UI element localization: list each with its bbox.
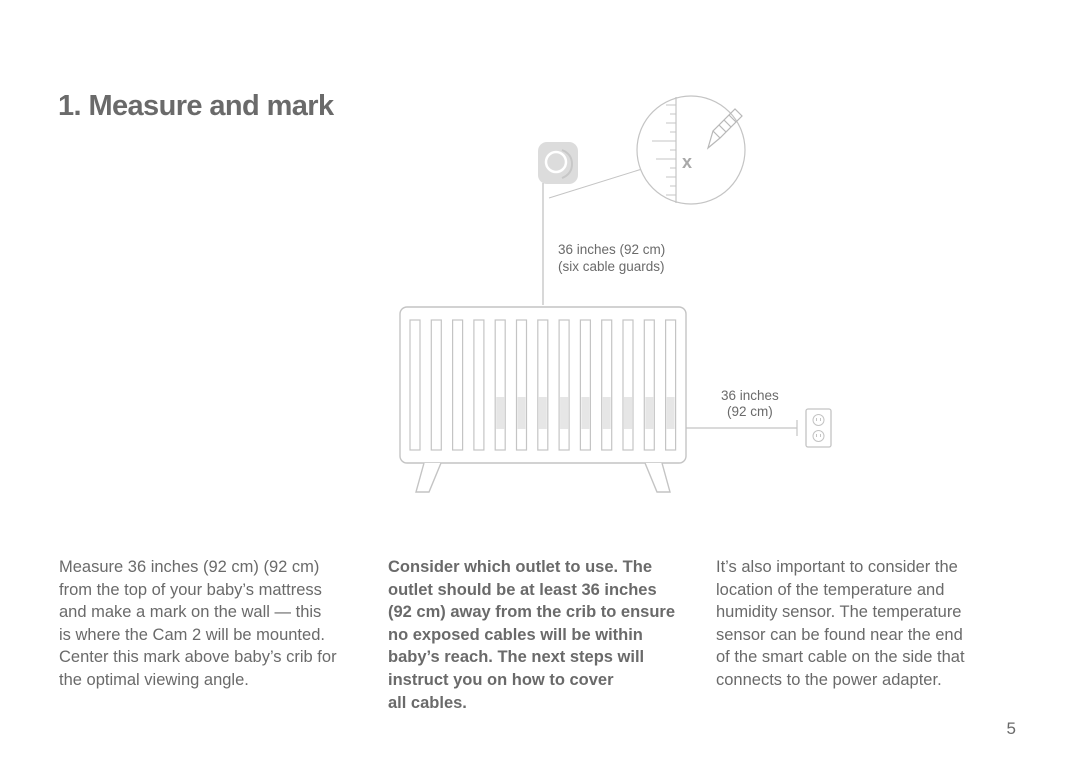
crib-slat [623,320,633,450]
page-title: 1. Measure and mark [58,90,334,122]
crib-slat [453,320,463,450]
cable-guard [603,397,611,429]
text-line: from the top of your baby’s mattress [59,580,322,599]
outlet-distance-label-line1: 36 inches [721,388,779,403]
text-line: baby’s reach. The next steps will [388,648,645,667]
crib-slat [474,320,484,450]
crib-slat [495,320,505,450]
outlet-instructions-column [388,556,688,714]
wall-mark-symbol: x [682,152,693,172]
text-line: humidity sensor. The temperature [716,603,962,622]
crib-slat [602,320,612,450]
cable-guard [581,397,589,429]
text-line: location of the temperature and [716,580,945,599]
crib-slat [580,320,590,450]
cable-guard [518,397,526,429]
cable-guard [645,397,653,429]
measure-instructions-column [59,556,359,692]
mount-height-label-line1: 36 inches (92 cm) [558,242,666,257]
text-line: of the smart cable on the side that [716,648,965,667]
cable-guard [496,397,504,429]
crib-drawing [400,307,686,492]
magnifier-detail [637,96,745,204]
sensor-instructions-column [716,556,1006,692]
text-line: outlet should be at least 36 inches [388,580,657,599]
crib-slat [559,320,569,450]
text-line: connects to the power adapter. [716,670,942,689]
wall-outlet-icon [806,409,831,447]
text-line: and make a mark on the wall — this [59,603,322,622]
crib-slat [431,320,441,450]
cable-guard [539,397,547,429]
page-number: 5 [1006,719,1016,738]
crib-slat [666,320,676,450]
text-line: no exposed cables will be within [388,625,643,644]
crib-slat [517,320,527,450]
text-line: sensor can be found near the end [716,625,963,644]
text-line: instruct you on how to cover [388,670,614,689]
crib-slat [538,320,548,450]
mount-height-label-line2: (six cable guards) [558,259,665,274]
text-line: Consider which outlet to use. The [388,558,653,576]
text-line: is where the Cam 2 will be mounted. [59,625,325,644]
text-line: Center this mark above baby’s crib for [59,648,337,667]
cable-guard [624,397,632,429]
crib-slat [410,320,420,450]
text-line: It’s also important to consider the [716,558,958,576]
text-line: all cables. [388,693,467,712]
text-line: Measure 36 inches (92 cm) (92 cm) [59,558,320,576]
cable-guard [667,397,675,429]
cable-guard [560,397,568,429]
text-line: (92 cm) away from the crib to ensure [388,603,676,622]
camera-icon [538,142,578,184]
crib-slat [644,320,654,450]
text-line: the optimal viewing angle. [59,670,249,689]
outlet-distance-label-line2: (92 cm) [727,404,773,419]
